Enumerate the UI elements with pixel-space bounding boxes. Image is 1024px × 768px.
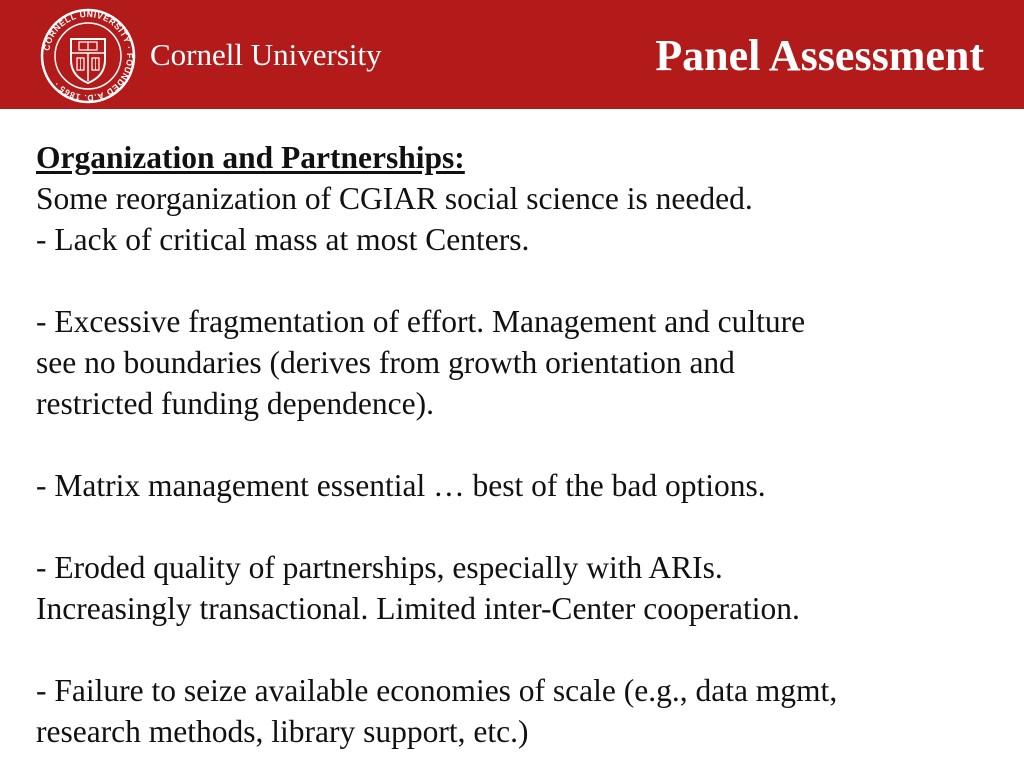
spacer (36, 424, 996, 465)
slide-body (36, 137, 996, 752)
text-line: research methods, library support, etc.) (36, 714, 529, 749)
university-wordmark: Cornell University (150, 37, 382, 72)
text-line: Some reorganization of CGIAR social science is needed. (36, 181, 753, 216)
text-line: - Lack of critical mass at most Centers. (36, 222, 530, 257)
spacer (36, 629, 996, 670)
cornell-seal-logo (40, 8, 136, 104)
text-line: - Matrix management essential … best of the bad options. (36, 468, 766, 503)
text-line: restricted funding dependence). (36, 386, 434, 421)
text-line: Increasingly transactional. Limited inter-Center cooperation. (36, 591, 800, 626)
header-bar (0, 0, 1024, 109)
section-heading: Organization and Partnerships: (36, 140, 465, 175)
text-line: - Eroded quality of partnerships, especially with ARIs. (36, 550, 723, 585)
slide-title: Panel Assessment (655, 31, 984, 80)
text-line: see no boundaries (derives from growth orientation and (36, 345, 735, 380)
spacer (36, 506, 996, 547)
text-line: - Failure to seize available economies of scale (e.g., data mgmt, (36, 673, 838, 708)
text-line: - Excessive fragmentation of effort. Management and culture (36, 304, 806, 339)
spacer (36, 260, 996, 301)
svg-text:CORNELL UNIVERSITY · FOUNDED A: CORNELL UNIVERSITY · FOUNDED A.D. 1865 · (41, 8, 136, 104)
